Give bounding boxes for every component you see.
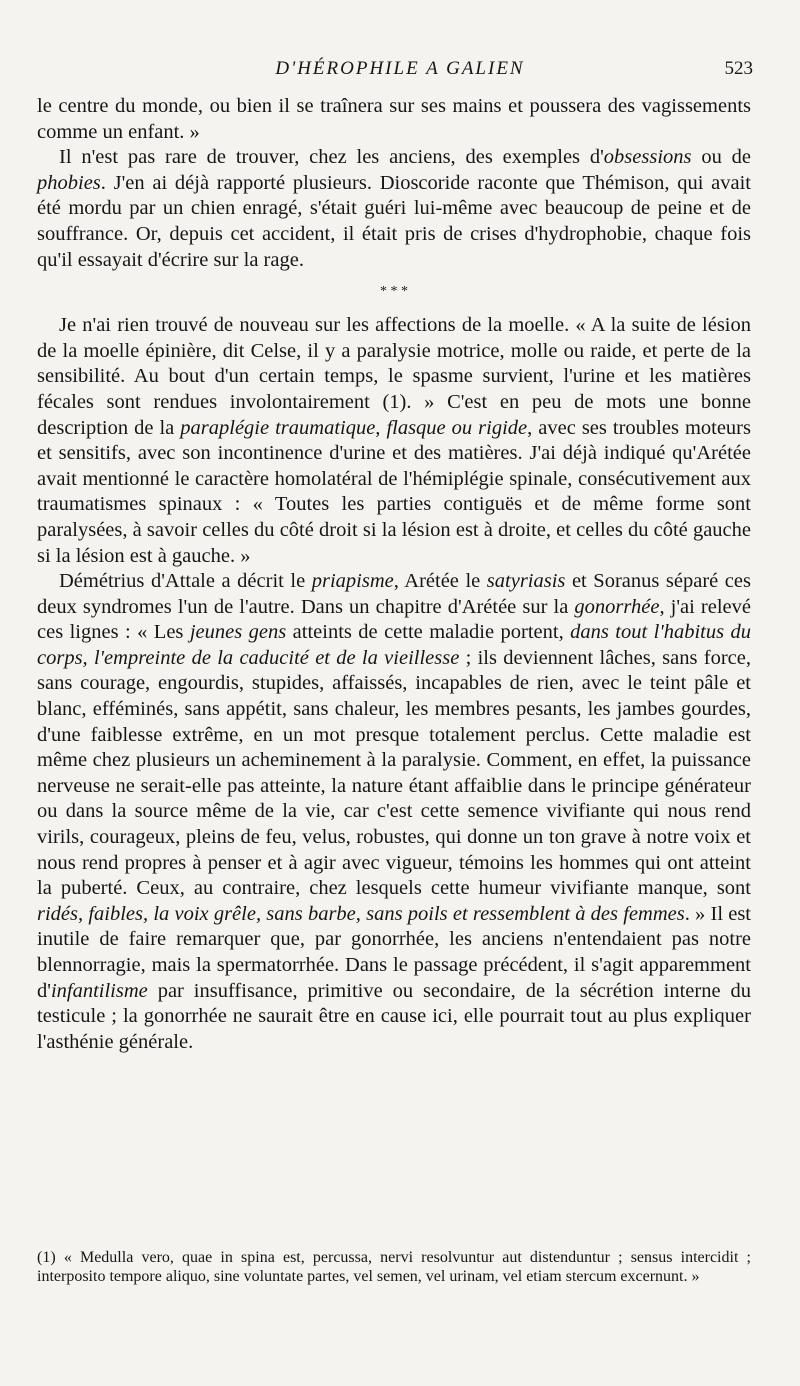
italic-term: ridés, faibles, la voix grêle, sans barbe, sans poils et ressemblent à des femmes xyxy=(37,902,685,925)
italic-term: satyriasis xyxy=(486,570,566,593)
text-span: , avec ses troubles moteurs et sensitifs, avec son incontinence d'urine et des matières. J'ai déjà indiqué qu'Arétée avait mentionné le caractère homolatéral de l'hémiplégie spinale, consécutivement aux traumatismes spinaux : « Toutes les parties contiguës et de même forme sont paralysées, à savoir celles du côté droit si la lésion est à droite, et celles du côté gauche si la lésion est à gauche. » xyxy=(37,416,751,567)
italic-term: infantilisme xyxy=(50,979,148,1002)
italic-term: phobies xyxy=(37,171,101,194)
italic-term: paraplégie traumatique, flasque ou rigide xyxy=(180,416,528,439)
footnote xyxy=(37,1249,751,1286)
paragraph-continuation xyxy=(37,94,751,145)
text-span: Je n'ai rien trouvé de nouveau sur les affections de la moelle. « A la suite de lésion de la moelle épinière, dit Celse, il y a paralysie motrice, molle ou raide, et perte de la sensibilité. Au bout d'un certain temps, le spasme survient, l'urine et les matières fécales sont rendues involontairement (1). » C'est en peu de mots une bonne description de la xyxy=(37,314,751,439)
text-span: ; ils deviennent lâches, sans force, sans courage, engourdis, stupides, affaissés, incapables de rien, avec le teint pâle et blanc, efféminés, sans appétit, sans chaleur, les membres pesants, les jambes gourdes, d'une faiblesse extrême, en un mot presque totalement perclus. Cette maladie est même chez plusieurs un acheminement à la paralysie. Comment, en effet, la puissance nerveuse ne serait-elle pas atteinte, la nature étant affaiblie dans le principe générateur ou dans la source même de la vie, car c'est cette semence vivifiante qui nous rend virils, courageux, pleins de feu, velus, robustes, qui donne un ton grave à notre voix et nous rend propres à penser et à agir avec vigueur, témoins les hommes qui ont atteint la puberté. Ceux, au contraire, chez lesquels cette humeur vivifiante manque, sont xyxy=(37,646,751,900)
text-span: par insuffisance, primitive ou secondaire, de la sécrétion interne du testicule ; la gonorrhée ne saurait être en cause ici, elle pourrait tout au plus expliquer l'asthénie générale. xyxy=(37,979,751,1053)
italic-term: gonorrhée xyxy=(574,595,660,618)
footnote-text: (1) « Medulla vero, quae in spina est, percussa, nervi resolvuntur aut distenduntur ; sensus intercidit ; interposito tempore aliquo, sine voluntate partes, vel semen, vel urinam, vel etiam stercum excernunt. » xyxy=(37,1249,751,1285)
text-span: et Soranus séparé ces deux syndromes l'un de l'autre. Dans un chapitre d'Arétée sur la xyxy=(37,570,751,618)
text-span: Il n'est pas rare de trouver, chez les anciens, des exemples d' xyxy=(59,146,604,169)
section-asterism: * * * xyxy=(380,284,408,300)
text-span: , j'ai relevé ces lignes : « Les xyxy=(37,595,751,644)
running-title: D'HÉROPHILE A GALIEN xyxy=(275,58,525,79)
italic-term: dans tout l'habitus du corps, l'empreinte de la caducité et de la vieillesse xyxy=(37,621,751,669)
italic-term: priapisme xyxy=(311,570,394,593)
text-span: , Arétée le xyxy=(393,570,487,593)
paragraph-priapisme xyxy=(37,569,751,1055)
italic-term: obsessions xyxy=(603,146,692,169)
page-number: 523 xyxy=(724,58,753,79)
text-span: le centre du monde, ou bien il se traînera sur ses mains et poussera des vagissements comme un enfant. » xyxy=(37,95,751,143)
italic-term: jeunes gens xyxy=(189,621,287,644)
main-text xyxy=(37,94,751,1055)
text-span: . J'en ai déjà rapporté plusieurs. Dioscoride raconte que Thémison, qui avait été mordu par un chien enragé, s'était guéri lui-même avec beaucoup de peine et de souffrance. Or, depuis cet accident, il était pris de crises d'hydrophobie, chaque fois qu'il essayait d'écrire sur la rage. xyxy=(37,171,751,271)
text-span: atteints de cette maladie portent, xyxy=(286,621,571,644)
running-header xyxy=(0,58,800,88)
paragraph-obsessions xyxy=(37,145,751,273)
text-span: Démétrius d'Attale a décrit le xyxy=(59,570,312,593)
paragraph-moelle xyxy=(37,313,751,569)
text-span: ou de xyxy=(691,146,751,169)
text-span: . » Il est inutile de faire remarquer que, par gonorrhée, les anciens n'entendaient pas notre blennorragie, mais la spermatorrhée. Dans le passage précédent, il s'agit apparemment d' xyxy=(37,902,751,1002)
